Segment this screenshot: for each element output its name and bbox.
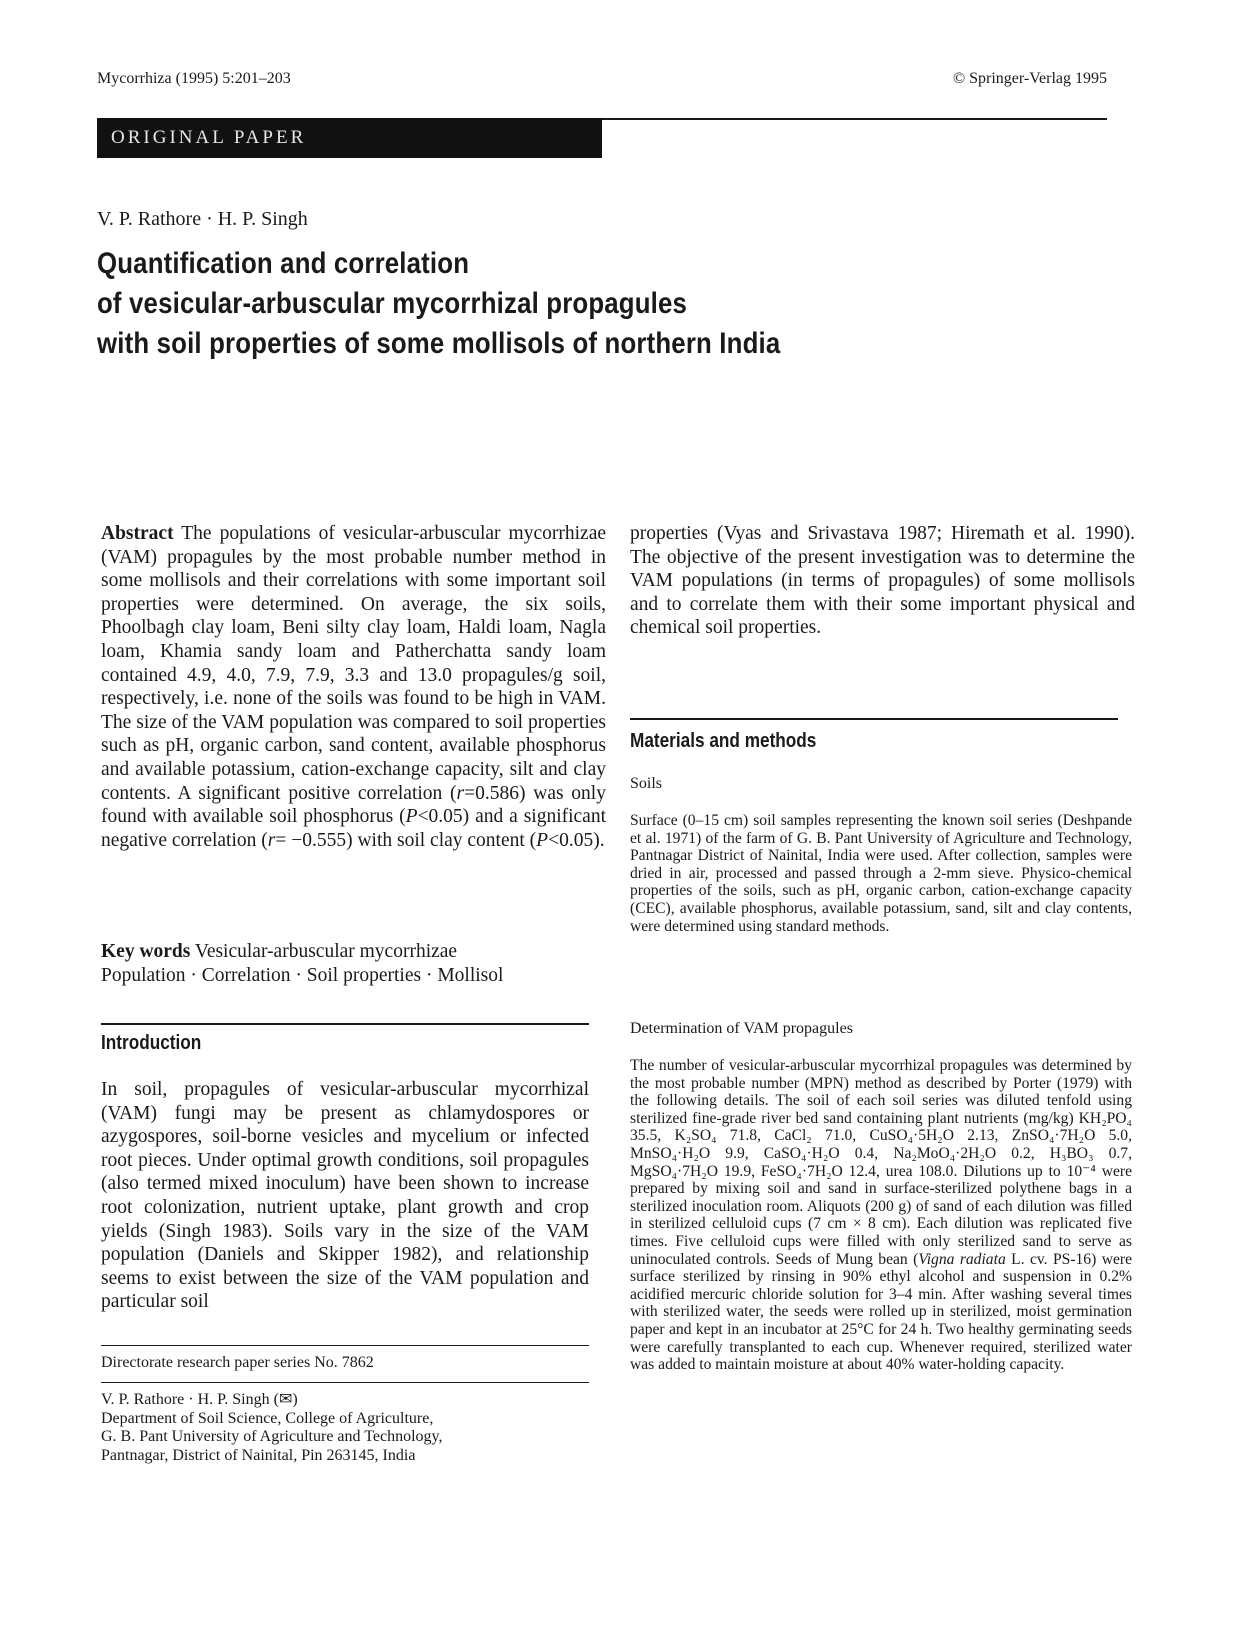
- abstract-label: Abstract: [101, 523, 174, 544]
- keywords: [101, 940, 606, 987]
- journal-citation: Mycorrhiza (1995) 5:201–203: [97, 70, 291, 87]
- vam-subheading: Determination of VAM propagules: [630, 1020, 853, 1037]
- stat-symbol: P: [536, 829, 549, 851]
- stat-symbol: r: [267, 829, 276, 851]
- vam-method-text: [630, 1057, 1132, 1374]
- footnote-rule: [101, 1382, 589, 1383]
- abstract-text: =0.586) was only found with available soil phosphorus (: [101, 782, 606, 828]
- soils-text: Surface (0–15 cm) soil samples representing the known soil series (Deshpande et al. 1971) of the farm of G. B. Pant University of Agriculture and Technology, Pantnagar District of Nainital, India were used. After collection, samples were dried in air, processed and passed through a 2-mm sieve. Physico-chemical properties of the soils, such as pH, organic carbon, cation-exchange capacity (CEC), available phosphorus, available potassium, sand, silt and clay contents, were determined using standard methods.: [630, 812, 1132, 935]
- author-list: V. P. Rathore · H. P. Singh: [97, 208, 308, 230]
- section-rule: [630, 718, 1118, 720]
- article-type-banner: ORIGINAL PAPER: [97, 118, 602, 158]
- paper-title: [97, 244, 871, 364]
- series-note: Directorate research paper series No. 7862: [101, 1354, 374, 1371]
- copyright-notice: © Springer-Verlag 1995: [952, 70, 1107, 87]
- keywords-label: Key words: [101, 941, 191, 962]
- affiliation-line: G. B. Pant University of Agriculture and Technology,: [101, 1428, 443, 1445]
- introduction-heading: Introduction: [101, 1032, 202, 1054]
- abstract-text: <0.05) and a significant negative correlation (: [101, 806, 607, 851]
- soils-subheading: Soils: [630, 775, 663, 792]
- title-line: of vesicular-arbuscular mycorrhizal propagules: [97, 287, 688, 320]
- affiliation-line: Pantnagar, District of Nainital, Pin 263145, India: [101, 1446, 416, 1464]
- abstract-text: The populations of vesicular-arbuscular mycorrhizae (VAM) propagules by the most probable number method in some mollisols and their correlations with some important soil properties were determined. On average, the six soils, Phoolbagh clay loam, Beni silty clay loam, Haldi loam, Nagla loam, Khamia sandy loam and Patherchatta sandy loam contained 4.9, 4.0, 7.9, 7.9, 3.3 and 13.0 propagules/g soil, respectively, i.e. none of the soils was found to be high in VAM. The size of the VAM population was compared to soil properties such as pH, organic carbon, sand content, available phosphorus and available potassium, cation-exchange capacity, silt and clay contents. A significant positive correlation (: [101, 523, 606, 804]
- correspondence: [101, 1391, 606, 1465]
- abstract: [101, 522, 606, 852]
- vam-text: The number of vesicular-arbuscular mycorrhizal propagules was determined by the most probable number (MPN) method as described by Porter (1979) with the following details. The soil of each soil series was diluted tenfold using sterilized fine-grade river bed sand containing plant nutrients (mg/kg) KH₂PO₄ 35.5, K₂SO₄ 71.8, CaCl₂ 71.0, CuSO₄·5H₂O 2.13, ZnSO₄·7H₂O 5.0, MnSO₄·H₂O 9.9, CaSO₄·H₂O 0.4, Na₂MoO₄·2H₂O 0.2, H₃BO₃ 0.7, MgSO₄·7H₂O 19.9, FeSO₄·7H₂O 12.4, urea 108.0. Dilutions up to 10⁻⁴ were prepared by mixing soil and sand in surface-sterilized polythene bags in a sterilized inoculation room. Aliquots (200 g) of sand of each dilution was filled in sterilized celluloid cups (7 cm × 8 cm). Each dilution was replicated five times. Five celluloid cups were filled with only sterilized sand to serve as uninoculated controls. Seeds of Mung bean (: [630, 1057, 1132, 1268]
- abstract-text: = −0.555) with soil clay content (: [275, 829, 537, 851]
- introduction-text: In soil, propagules of vesicular-arbuscular mycorrhizal (VAM) fungi may be present as chlamydospores or azygospores, soil-borne vesicles and mycelium or infected root pieces. Under optimal growth conditions, soil propagules (also termed mixed inoculum) have been shown to increase root colonization, nutrient uptake, plant growth and crop yields (Singh 1983). Soils vary in the size of the VAM population (Daniels and Skipper 1982), and relationship seems to exist between the size of the VAM population and particular soil: [101, 1079, 589, 1313]
- section-rule: [101, 1023, 589, 1025]
- vam-text: L. cv. PS-16) were surface sterilized by rinsing in 90% ethyl alcohol and suspension in 0.2% acidified mercuric chloride solution for 3–4 min. After washing several times with sterilized water, the seeds were rolled up in sterilized, moist germination paper and kept in an incubator at 25°C for 24 h. Two healthy germinating seeds were carefully transplanted to each cup. Whenever required, sterilized water was added to maintain moisture at about 40% water-holding capacity.: [630, 1250, 1132, 1374]
- abstract-text: <0.05).: [548, 829, 605, 851]
- species-name: Vigna radiata: [918, 1250, 1006, 1268]
- title-line: Quantification and correlation: [97, 247, 470, 280]
- stat-symbol: P: [405, 806, 418, 828]
- affiliation-line: Department of Soil Science, College of Agriculture,: [101, 1409, 434, 1427]
- introduction-continued: properties (Vyas and Srivastava 1987; Hiremath et al. 1990). The objective of the present investigation was to determine the VAM populations (in terms of propagules) of some mollisols and to correlate them with their some important physical and chemical soil properties.: [630, 523, 1135, 639]
- keywords-line: Vesicular-arbuscular mycorrhizae: [190, 941, 458, 962]
- stat-symbol: r: [456, 782, 465, 804]
- keywords-line: Population · Correlation · Soil properties · Mollisol: [101, 964, 504, 986]
- title-line: with soil properties of some mollisols of northern India: [97, 327, 781, 360]
- methods-heading: Materials and methods: [630, 730, 817, 752]
- correspondence-authors: V. P. Rathore · H. P. Singh (✉): [101, 1391, 298, 1408]
- footnote-rule: [101, 1345, 589, 1346]
